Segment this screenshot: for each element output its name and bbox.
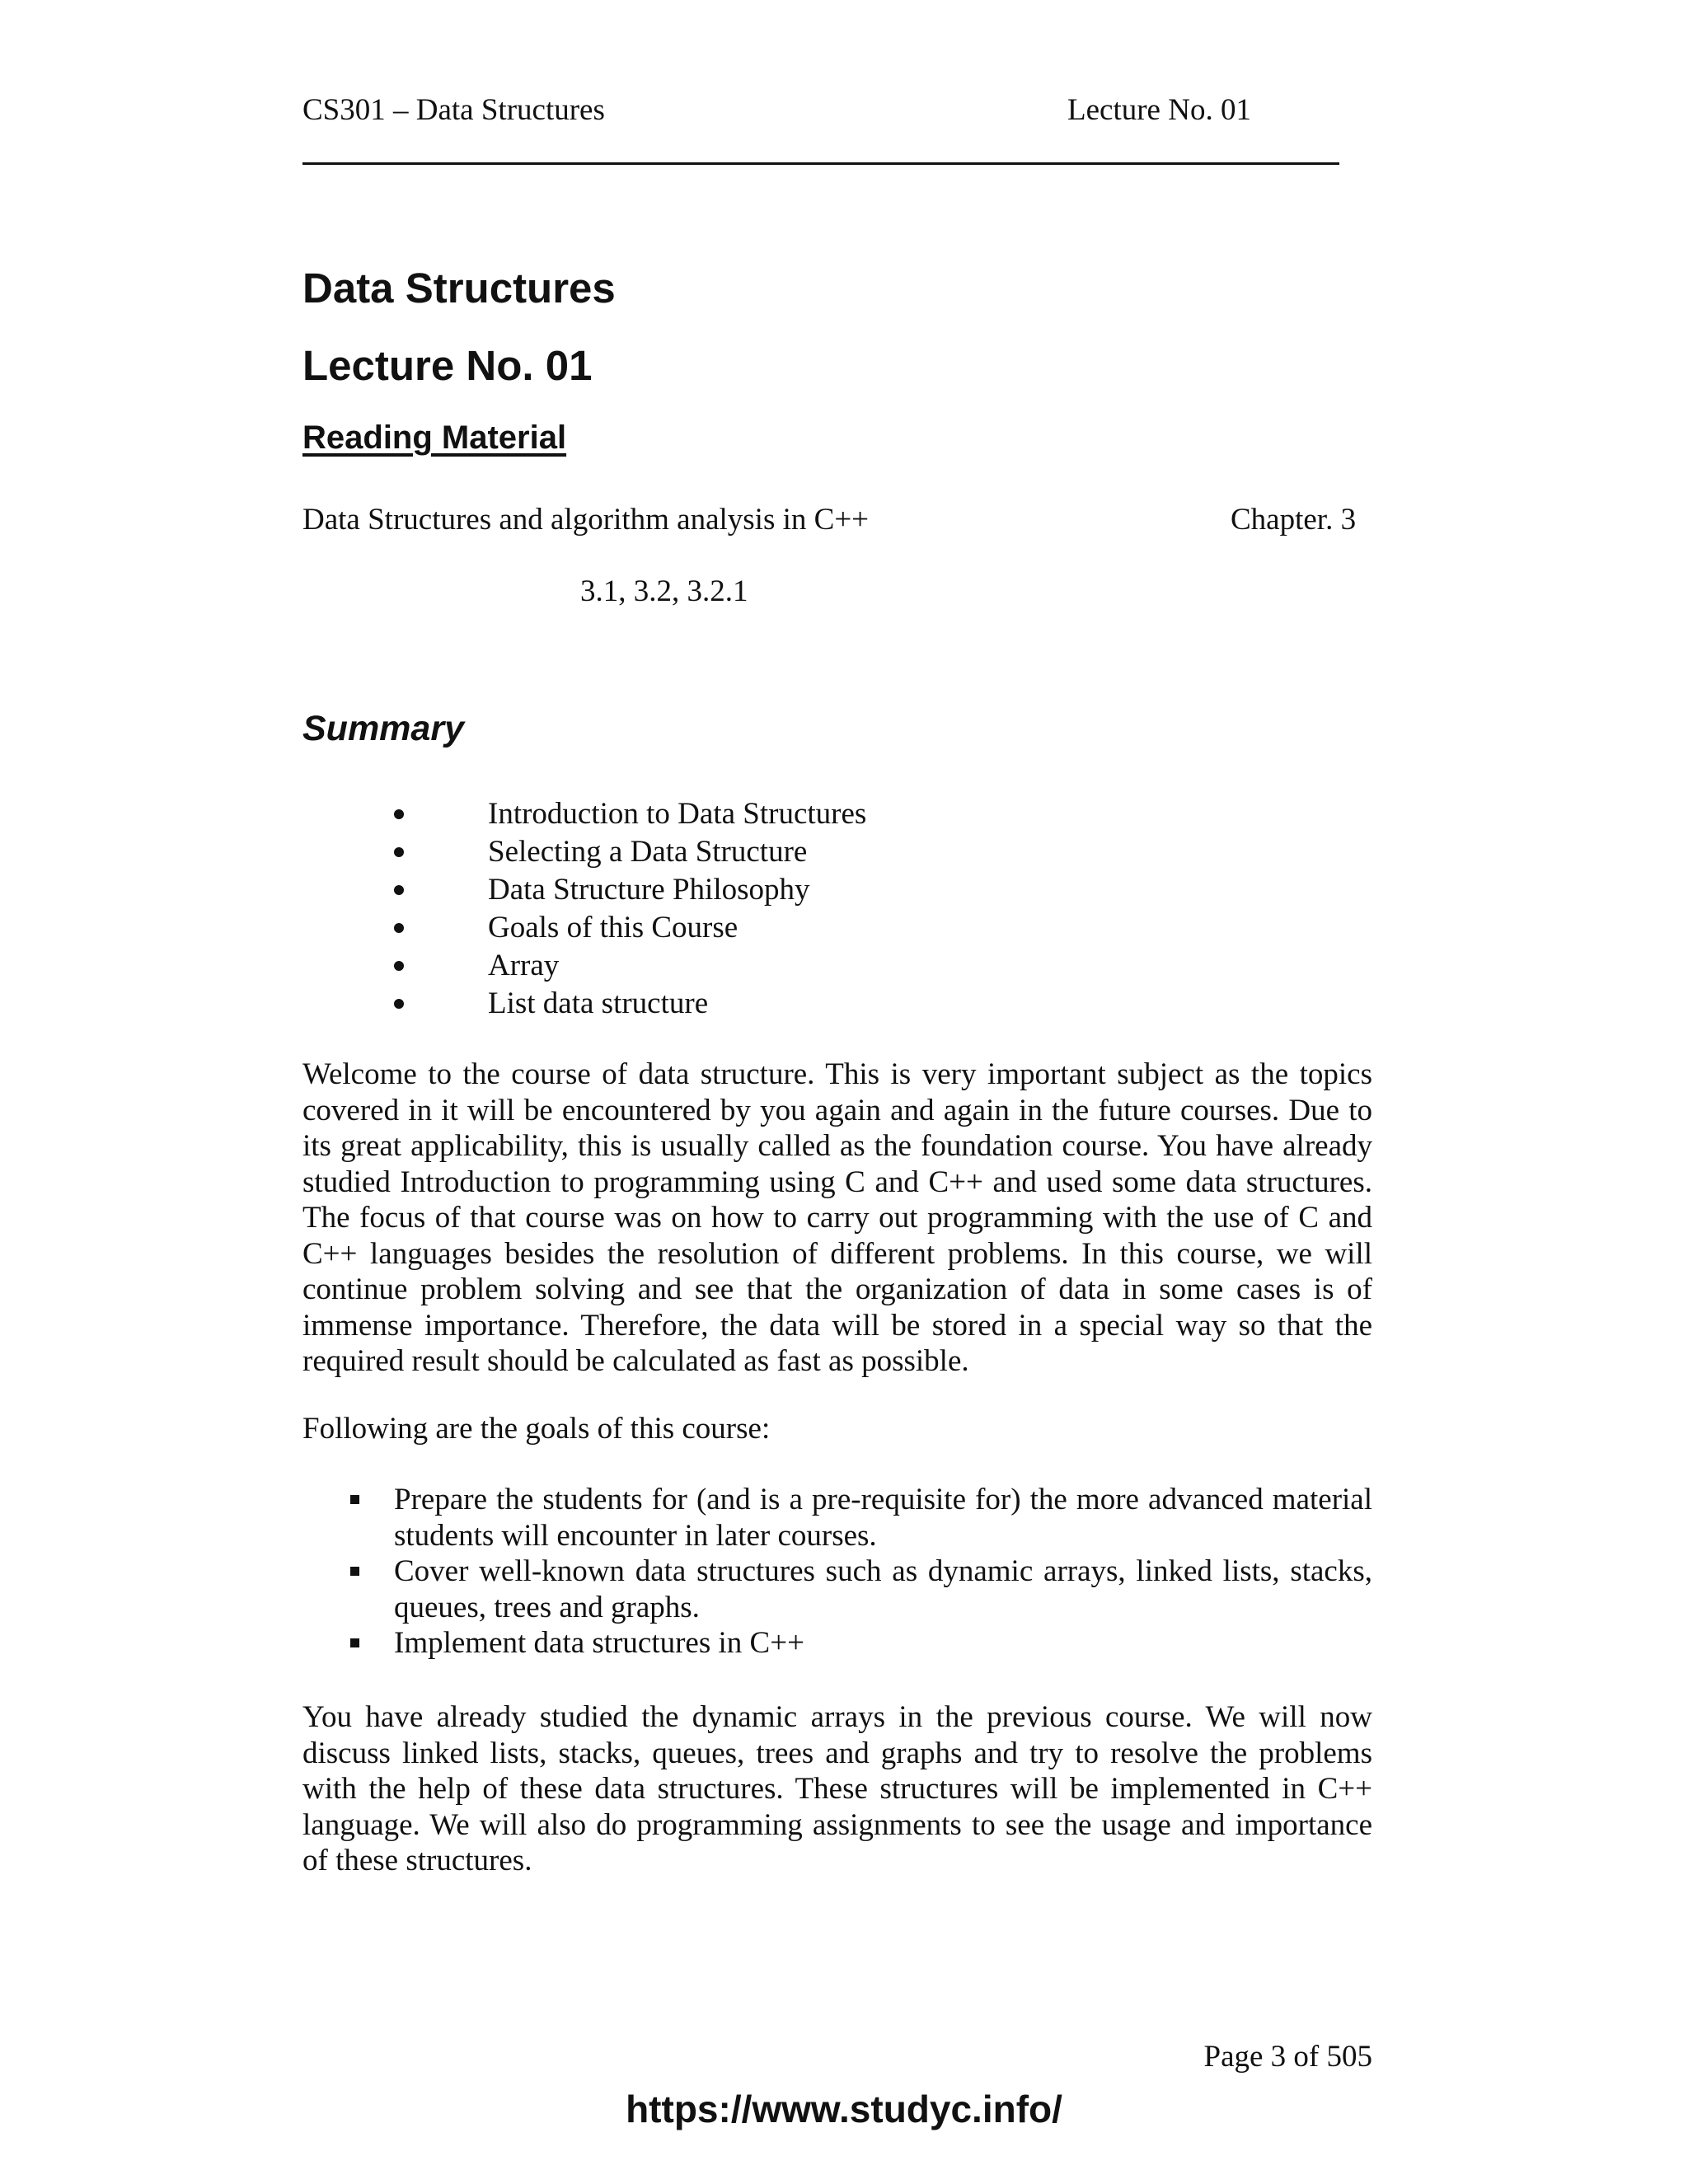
header-lecture: Lecture No. 01 xyxy=(1067,93,1251,127)
list-item: Implement data structures in C++ xyxy=(348,1625,1372,1661)
bullet-icon xyxy=(394,923,404,933)
footer-url[interactable]: https://www.studyc.info/ xyxy=(626,2088,1062,2130)
reading-book-title: Data Structures and algorithm analysis in C++ xyxy=(302,503,870,537)
square-bullet-icon xyxy=(350,1495,359,1504)
header-course: CS301 – Data Structures xyxy=(302,93,605,127)
goals-list xyxy=(348,1482,1372,1661)
bullet-icon xyxy=(394,961,404,971)
bullet-icon xyxy=(394,809,404,819)
bullet-icon xyxy=(394,847,404,857)
summary-heading: Summary xyxy=(302,709,464,748)
list-item: Cover well-known data structures such as dynamic arrays, linked lists, stacks, queues, trees and graphs. xyxy=(348,1554,1372,1625)
bullet-icon xyxy=(394,999,404,1009)
list-item: Prepare the students for (and is a pre-requisite for) the more advanced material students will encounter in later courses. xyxy=(348,1482,1372,1554)
closing-paragraph: You have already studied the dynamic arrays in the previous course. We will now discuss linked lists, stacks, queues, trees and graphs and try to resolve the problems with the help of these data structures. These structures will be implemented in C++ language. We will also do programming assignments to see the usage and importance of these structures. xyxy=(302,1700,1372,1877)
header-divider xyxy=(302,162,1339,165)
reading-chapter: Chapter. 3 xyxy=(1231,503,1357,537)
page-title: Data Structures xyxy=(302,265,616,312)
intro-paragraph: Welcome to the course of data structure. This is very important subject as the topics covered in it will be encountered by you again and again in the future courses. Due to its great applicability, this is usually called as the foundation course. You have already studied Introduction to programming using C and C++ and used some data structures. The focus of that course was on how to carry out programming with the use of C and C++ languages besides the resolution of different problems. In this course, we will continue problem solving and see that the organization of data in some cases is of immense importance. Therefore, the data will be stored in a special way so that the required result should be calculated as fast as possible. xyxy=(302,1057,1372,1378)
square-bullet-icon xyxy=(350,1567,359,1576)
reading-material-heading: Reading Material xyxy=(302,419,567,456)
goals-intro: Following are the goals of this course: xyxy=(302,1412,771,1446)
reading-sections: 3.1, 3.2, 3.2.1 xyxy=(580,574,748,608)
page-number: Page 3 of 505 xyxy=(1203,2040,1372,2074)
bullet-icon xyxy=(394,885,404,895)
lecture-number: Lecture No. 01 xyxy=(302,342,593,389)
square-bullet-icon xyxy=(350,1638,359,1647)
